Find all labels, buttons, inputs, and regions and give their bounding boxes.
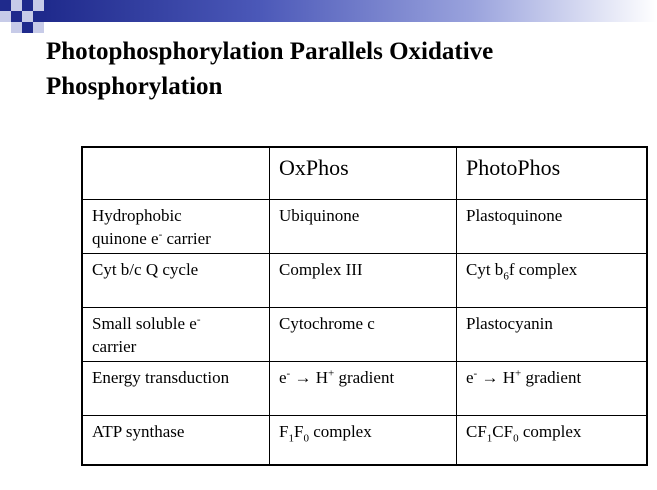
text: gradient (334, 367, 395, 387)
text: Small soluble e (92, 313, 197, 333)
text: quinone e (92, 228, 159, 248)
text: → H (477, 367, 515, 387)
header-oxphos: OxPhos (270, 147, 457, 199)
banner-square (11, 22, 22, 33)
row-photophos-quinone: Plastoquinone (457, 199, 648, 253)
row-oxphos-energy (270, 361, 457, 415)
banner-square (33, 11, 44, 22)
banner-square (33, 0, 44, 11)
row-photophos-energy (457, 361, 648, 415)
header-photophos: PhotoPhos (457, 147, 648, 199)
superscript: - (196, 312, 201, 325)
comparison-table (81, 146, 648, 466)
subscript: 1 (288, 431, 294, 444)
table-header-row (82, 147, 647, 199)
text: e (466, 367, 474, 387)
superscript: + (328, 366, 335, 379)
banner-square (0, 11, 11, 22)
row-oxphos-qcycle: Complex III (270, 253, 457, 307)
banner-square (22, 0, 33, 11)
row-photophos-soluble-carrier: Plastocyanin (457, 307, 648, 361)
row-feature-atp-synthase: ATP synthase (82, 415, 270, 465)
subscript: 6 (503, 269, 509, 282)
superscript: - (286, 366, 291, 379)
text: Cyt b (466, 259, 504, 279)
text: F (279, 421, 289, 441)
banner-square (0, 0, 11, 11)
superscript: - (158, 227, 163, 240)
banner-square (11, 0, 22, 11)
table-row (82, 415, 647, 465)
superscript: + (515, 366, 522, 379)
table-row (82, 199, 647, 253)
banner-square (22, 11, 33, 22)
text: gradient (521, 367, 582, 387)
row-photophos-atp-synthase (457, 415, 648, 465)
text: carrier (92, 336, 137, 356)
banner-square (33, 22, 44, 33)
banner-square (22, 22, 33, 33)
table-row (82, 253, 647, 307)
banner-gradient-bar (44, 0, 657, 22)
header-empty-cell (82, 147, 270, 199)
slide-title-line2: Phosphorylation (46, 73, 223, 100)
table-row (82, 307, 647, 361)
subscript: 0 (513, 431, 519, 444)
row-feature-qcycle: Cyt b/c Q cycle (82, 253, 270, 307)
text: complex (308, 421, 372, 441)
text: complex (518, 421, 582, 441)
slide-title-line1: Photophosphorylation Parallels Oxidative (46, 38, 494, 65)
row-oxphos-atp-synthase (270, 415, 457, 465)
row-feature-energy: Energy transduction (82, 361, 270, 415)
table-row (82, 361, 647, 415)
subscript: 0 (303, 431, 309, 444)
row-oxphos-soluble-carrier: Cytochrome c (270, 307, 457, 361)
text: CF (492, 421, 514, 441)
text: → H (290, 367, 328, 387)
row-feature-quinone (82, 199, 270, 253)
text: CF (466, 421, 487, 441)
row-photophos-qcycle (457, 253, 648, 307)
text: e (279, 367, 287, 387)
row-oxphos-quinone: Ubiquinone (270, 199, 457, 253)
text: F (293, 421, 304, 441)
text: Hydrophobic (92, 205, 182, 225)
row-feature-soluble-carrier (82, 307, 270, 361)
banner-square (11, 11, 22, 22)
text: carrier (162, 228, 211, 248)
slide-title (46, 34, 646, 104)
text: f complex (508, 259, 578, 279)
subscript: 1 (486, 431, 493, 444)
superscript: - (473, 366, 478, 379)
